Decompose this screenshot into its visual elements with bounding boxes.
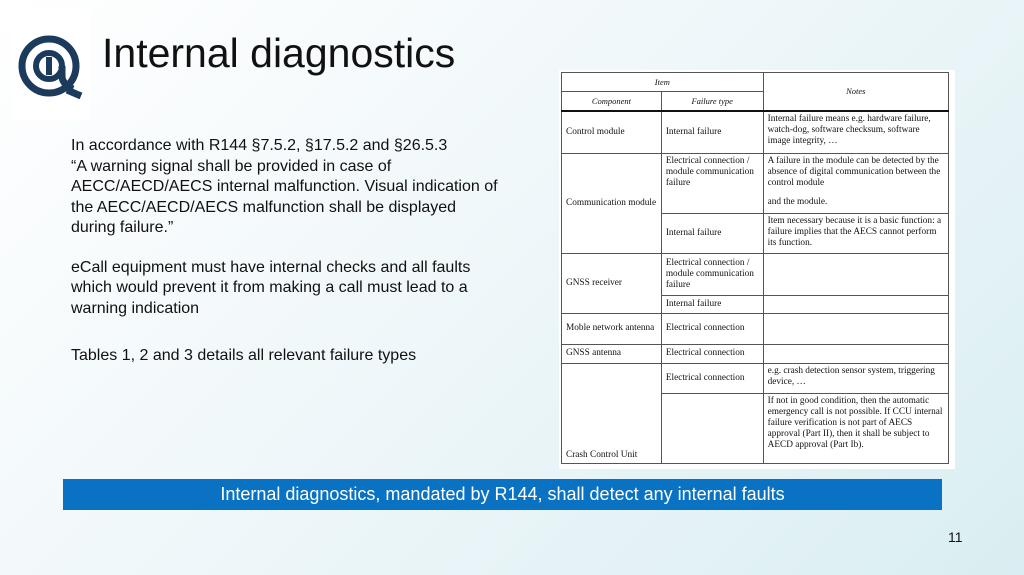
table-row bbox=[562, 363, 949, 393]
cell-component: GNSS antenna bbox=[562, 344, 662, 363]
cell-notes: Internal failure means e.g. hardware failure, watch-dog, software checksum, software image integrity, … bbox=[763, 111, 948, 153]
logo bbox=[12, 8, 90, 120]
cell-notes: e.g. crash detection sensor system, triggering device, … bbox=[763, 363, 948, 393]
cell-failure-type: Internal failure bbox=[661, 213, 763, 253]
summary-banner: Internal diagnostics, mandated by R144, shall detect any internal faults bbox=[63, 479, 942, 510]
body-text bbox=[71, 136, 501, 367]
table-row bbox=[562, 313, 949, 344]
cell-notes bbox=[763, 344, 948, 363]
cell-notes bbox=[763, 313, 948, 344]
paragraph-tables-note: Tables 1, 2 and 3 details all relevant failure types bbox=[71, 347, 417, 364]
header-notes: Notes bbox=[763, 73, 948, 112]
table-row bbox=[562, 253, 949, 295]
table-row bbox=[562, 111, 949, 153]
cell-failure-type: Electrical connection bbox=[661, 363, 763, 393]
failure-types-table bbox=[561, 72, 949, 464]
cell-notes bbox=[763, 253, 948, 295]
cell-notes-line: and the module. bbox=[767, 196, 828, 207]
cell-failure-type: Electrical connection / module communication failure bbox=[661, 153, 763, 213]
paragraph-regulation-reference: In accordance with R144 §7.5.2, §17.5.2 and §26.5.3 bbox=[71, 137, 448, 154]
at-sign-logo-icon bbox=[15, 32, 87, 104]
cell-component: Communication module bbox=[562, 153, 662, 253]
cell-notes: If not in good condition, then the automatic emergency call is not possible. If CCU internal failure verification is not part of AECS approval (Part II), then it shall be subject to AECD approval (Part Ib). bbox=[763, 393, 948, 463]
header-failure-type: Failure type bbox=[661, 92, 763, 112]
page-number: 11 bbox=[948, 529, 963, 545]
header-component: Component bbox=[562, 92, 662, 112]
cell-notes-line: A failure in the module can be detected by the absence of digital communication between the control module bbox=[767, 155, 941, 188]
cell-failure-type: Electrical connection bbox=[661, 313, 763, 344]
header-item: Item bbox=[562, 73, 764, 92]
cell-notes bbox=[763, 153, 948, 213]
cell-component: GNSS receiver bbox=[562, 253, 662, 313]
cell-failure-type: Internal failure bbox=[661, 111, 763, 153]
paragraph-ecall-requirement: eCall equipment must have internal checks and all faults which would prevent it from making a call must lead to a warning indication bbox=[71, 258, 471, 317]
page-title: Internal diagnostics bbox=[102, 30, 456, 76]
cell-notes bbox=[763, 295, 948, 313]
table-row bbox=[562, 344, 949, 363]
cell-failure-type bbox=[661, 393, 763, 463]
cell-failure-type: Internal failure bbox=[661, 295, 763, 313]
paragraph-quote: “A warning signal shall be provided in case of AECC/AECD/AECS internal malfunction. Visual indication of the AECC/AECD/AECS malfunction shall be displayed during failure.” bbox=[71, 157, 498, 236]
cell-component: Control module bbox=[562, 111, 662, 153]
failure-types-table-image bbox=[559, 70, 955, 469]
table-header-row bbox=[562, 73, 949, 92]
cell-failure-type: Electrical connection / module communication failure bbox=[661, 253, 763, 295]
cell-failure-type: Electrical connection bbox=[661, 344, 763, 363]
cell-notes: Item necessary because it is a basic function: a failure implies that the AECS cannot perform its function. bbox=[763, 213, 948, 253]
table-row bbox=[562, 153, 949, 213]
cell-component: Crash Control Unit bbox=[562, 363, 662, 463]
cell-component: Moble network antenna bbox=[562, 313, 662, 344]
